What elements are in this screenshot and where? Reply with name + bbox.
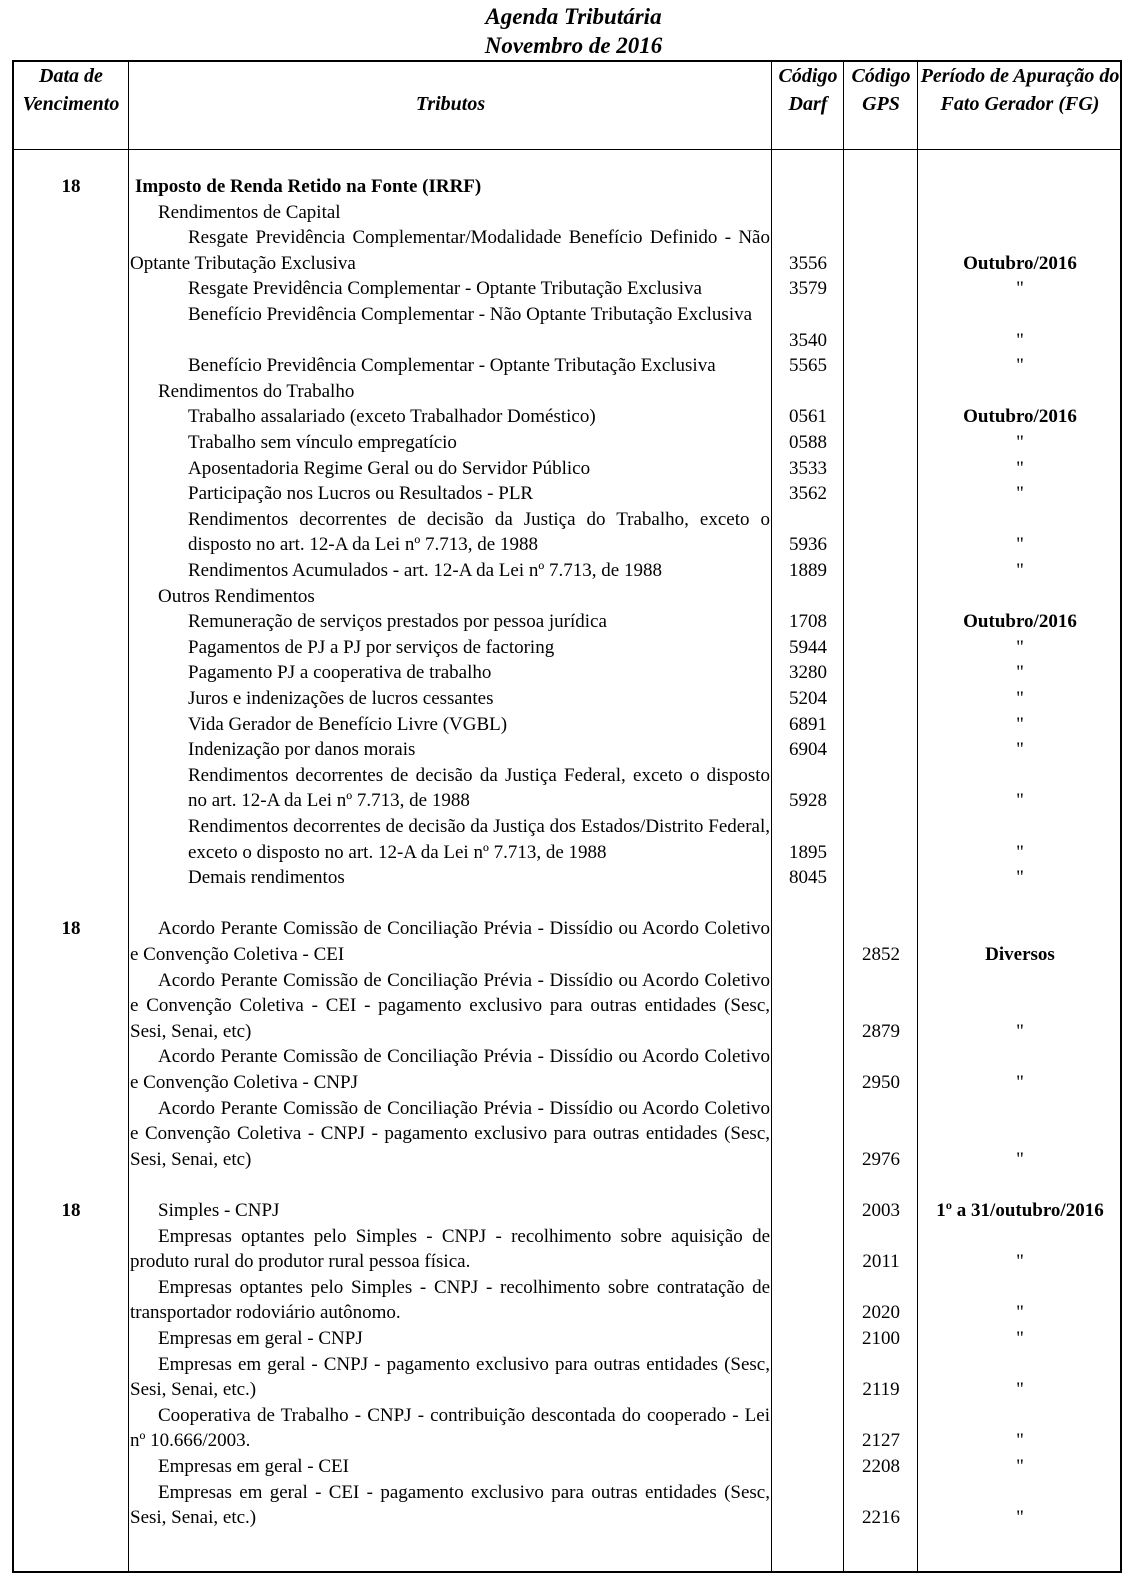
codigo-gps: 2879 xyxy=(862,1020,900,1042)
tributo-description: Resgate Previdência Complementar - Optante Tributação Exclusiva xyxy=(188,278,702,300)
periodo-apuracao: " xyxy=(1016,1507,1024,1529)
header-darf: Código Darf xyxy=(778,65,838,115)
page-subtitle: Novembro de 2016 xyxy=(484,33,663,58)
tributo-description: Acordo Perante Comissão de Conciliação Prévia - Dissídio ou Acordo Coletivo e Convenção Coletiva - CEI - pagamento exclusivo para outras entidades (Sesc, Sesi, Senai, etc) xyxy=(130,969,770,1042)
codigo-darf: 3556 xyxy=(789,252,827,274)
codigo-darf: 1889 xyxy=(789,560,827,581)
codigo-darf: 5944 xyxy=(789,636,827,658)
codigo-darf: 8045 xyxy=(789,867,827,889)
periodo-apuracao: " xyxy=(1016,688,1024,709)
codigo-darf: 0561 xyxy=(789,406,827,428)
codigo-darf: 3579 xyxy=(789,278,827,300)
periodo-apuracao: Outubro/2016 xyxy=(963,252,1077,274)
tributo-description: Rendimentos decorrentes de decisão da Justiça do Trabalho, exceto o disposto no art. 12-A da Lei nº 7.713, de 1988 xyxy=(188,508,770,556)
tributo-description: Empresas em geral - CEI xyxy=(158,1456,349,1477)
tributo-description: Pagamentos de PJ a PJ por serviços de factoring xyxy=(188,636,555,658)
periodo-apuracao: " xyxy=(1016,790,1024,812)
codigo-gps: 2976 xyxy=(862,1148,900,1170)
tributo-description: Participação nos Lucros ou Resultados - PLR xyxy=(188,483,534,505)
header-tributos: Tributos xyxy=(415,93,486,115)
periodo-apuracao: " xyxy=(1016,867,1024,889)
periodo-apuracao: " xyxy=(1016,1328,1024,1349)
tributo-description: Demais rendimentos xyxy=(188,867,345,889)
periodo-apuracao: Outubro/2016 xyxy=(963,611,1077,633)
periodo-apuracao: 1º a 31/outubro/2016 xyxy=(936,1200,1104,1221)
codigo-gps: 2003 xyxy=(862,1200,900,1221)
tributo-description: Outros Rendimentos xyxy=(158,585,315,607)
column-divider xyxy=(771,60,772,1573)
due-date: 18 xyxy=(61,918,81,940)
periodo-apuracao: " xyxy=(1016,432,1024,453)
codigo-darf: 1895 xyxy=(789,841,827,863)
tributo-description: Aposentadoria Regime Geral ou do Servidor Público xyxy=(188,457,591,479)
tributo-description: Rendimentos decorrentes de decisão da Justiça Federal, exceto o disposto no art. 12-A da Lei nº 7.713, de 1988 xyxy=(188,764,770,812)
codigo-darf: 5928 xyxy=(789,790,827,812)
periodo-apuracao: " xyxy=(1016,1456,1024,1477)
header-gps: Código GPS xyxy=(851,65,911,115)
codigo-gps: 2208 xyxy=(862,1456,900,1477)
codigo-gps: 2852 xyxy=(862,944,900,965)
tributo-description: Juros e indenizações de lucros cessantes xyxy=(188,688,494,709)
tributo-description: Empresas optantes pelo Simples - CNPJ - recolhimento sobre contratação de transportador rodoviário autônomo. xyxy=(130,1276,770,1324)
periodo-apuracao: Outubro/2016 xyxy=(963,406,1077,428)
tributo-description: Rendimentos decorrentes de decisão da Justiça dos Estados/Distrito Federal, exceto o disposto no art. 12-A da Lei nº 7.713, de 1988 xyxy=(188,816,770,863)
periodo-apuracao: " xyxy=(1016,841,1024,863)
tributo-description: Benefício Previdência Complementar - Não Optante Tributação Exclusiva xyxy=(188,304,753,325)
codigo-gps: 2950 xyxy=(862,1072,900,1093)
tributo-description: Benefício Previdência Complementar - Optante Tributação Exclusiva xyxy=(188,355,716,377)
tributo-description: Rendimentos do Trabalho xyxy=(158,380,355,402)
tributo-description: Rendimentos Acumulados - art. 12-A da Lei nº 7.713, de 1988 xyxy=(188,560,662,581)
codigo-gps: 2119 xyxy=(862,1379,900,1401)
periodo-apuracao: " xyxy=(1016,1430,1024,1452)
header-date: Data de Vencimento xyxy=(22,65,120,115)
periodo-apuracao: Diversos xyxy=(985,944,1055,965)
codigo-darf: 3562 xyxy=(789,483,827,505)
periodo-apuracao: " xyxy=(1016,1020,1024,1042)
page-title: Agenda Tributária xyxy=(485,4,662,29)
periodo-apuracao: " xyxy=(1016,457,1024,479)
codigo-darf: 6891 xyxy=(789,713,827,735)
tributo-description: Rendimentos de Capital xyxy=(158,201,341,223)
tributo-description: Simples - CNPJ xyxy=(158,1200,280,1221)
periodo-apuracao: " xyxy=(1016,1251,1024,1273)
tributo-description: Pagamento PJ a cooperativa de trabalho xyxy=(188,662,492,684)
tributo-description: Indenização por danos morais xyxy=(188,739,416,761)
periodo-apuracao: " xyxy=(1016,534,1024,556)
tributo-description: Imposto de Renda Retido na Fonte (IRRF) xyxy=(135,176,482,197)
periodo-apuracao: " xyxy=(1016,483,1024,505)
tributo-description: Empresas optantes pelo Simples - CNPJ - recolhimento sobre aquisição de produto rural do produtor rural pessoa física. xyxy=(130,1225,770,1273)
codigo-gps: 2011 xyxy=(862,1251,900,1273)
codigo-gps: 2020 xyxy=(862,1302,900,1324)
periodo-apuracao: " xyxy=(1016,662,1024,684)
codigo-darf: 0588 xyxy=(789,432,827,453)
due-date: 18 xyxy=(61,176,81,197)
tributo-description: Cooperativa de Trabalho - CNPJ - contribuição descontada do cooperado - Lei nº 10.666/2003. xyxy=(130,1404,770,1452)
tributo-description: Empresas em geral - CEI - pagamento exclusivo para outras entidades (Sesc, Sesi, Senai, etc.) xyxy=(130,1481,770,1529)
tributo-description: Empresas em geral - CNPJ xyxy=(158,1328,363,1349)
codigo-gps: 2127 xyxy=(862,1430,900,1452)
codigo-darf: 3540 xyxy=(789,329,827,351)
periodo-apuracao: " xyxy=(1016,739,1024,761)
tributo-description: Trabalho assalariado (exceto Trabalhador Doméstico) xyxy=(188,406,596,428)
tributo-description: Empresas em geral - CNPJ - pagamento exclusivo para outras entidades (Sesc, Sesi, Senai, etc.) xyxy=(130,1353,770,1401)
codigo-gps: 2100 xyxy=(862,1328,900,1349)
codigo-darf: 1708 xyxy=(789,611,827,633)
periodo-apuracao: " xyxy=(1016,1072,1024,1093)
header-period: Período de Apuração do Fato Gerador (FG) xyxy=(920,65,1120,115)
codigo-darf: 5204 xyxy=(789,688,827,709)
tributo-description: Acordo Perante Comissão de Conciliação Prévia - Dissídio ou Acordo Coletivo e Convenção Coletiva - CNPJ - pagamento exclusivo para outras entidades (Sesc, Sesi, Senai, etc) xyxy=(130,1097,770,1170)
column-divider xyxy=(128,60,129,1573)
periodo-apuracao: " xyxy=(1016,1379,1024,1401)
header-divider xyxy=(12,149,1122,150)
periodo-apuracao: " xyxy=(1016,329,1024,351)
codigo-darf: 5565 xyxy=(789,355,827,377)
tributo-description: Remuneração de serviços prestados por pessoa jurídica xyxy=(188,611,607,633)
codigo-darf: 3533 xyxy=(789,457,827,479)
tributo-description: Acordo Perante Comissão de Conciliação Prévia - Dissídio ou Acordo Coletivo e Convenção Coletiva - CNPJ xyxy=(130,1046,770,1093)
tributo-description: Vida Gerador de Benefício Livre (VGBL) xyxy=(188,713,508,735)
periodo-apuracao: " xyxy=(1016,713,1024,735)
due-date: 18 xyxy=(61,1200,81,1221)
column-divider xyxy=(843,60,844,1573)
tributo-description: Resgate Previdência Complementar/Modalidade Benefício Definido - Não Optante Tributação Exclusiva xyxy=(130,227,770,274)
tributo-description: Trabalho sem vínculo empregatício xyxy=(188,432,457,453)
codigo-darf: 6904 xyxy=(789,739,827,761)
codigo-gps: 2216 xyxy=(862,1507,900,1529)
periodo-apuracao: " xyxy=(1016,355,1024,377)
codigo-darf: 3280 xyxy=(789,662,827,684)
periodo-apuracao: " xyxy=(1016,560,1024,581)
tributo-description: Acordo Perante Comissão de Conciliação Prévia - Dissídio ou Acordo Coletivo e Convenção Coletiva - CEI xyxy=(130,918,770,965)
periodo-apuracao: " xyxy=(1016,1148,1024,1170)
periodo-apuracao: " xyxy=(1016,278,1024,300)
column-divider xyxy=(917,60,918,1573)
codigo-darf: 5936 xyxy=(789,534,827,556)
periodo-apuracao: " xyxy=(1016,1302,1024,1324)
periodo-apuracao: " xyxy=(1016,636,1024,658)
